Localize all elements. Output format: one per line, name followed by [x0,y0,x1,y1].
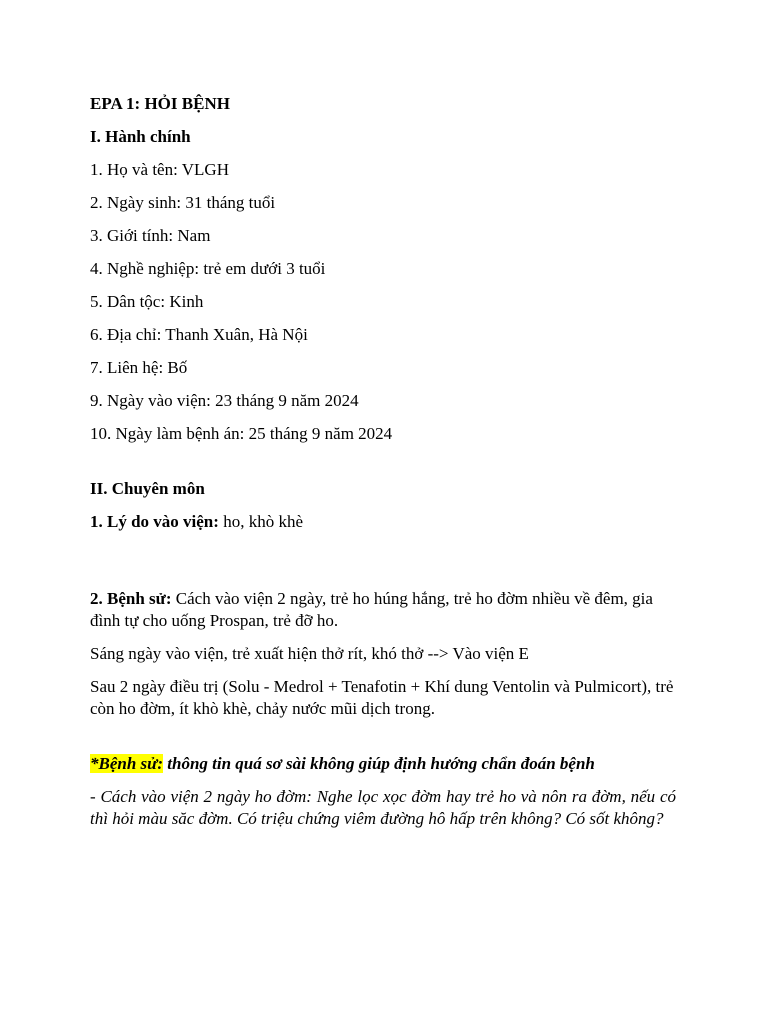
spacer [90,533,676,588]
admin-item: 9. Ngày vào viện: 23 tháng 9 năm 2024 [90,391,359,410]
reason-label: 1. Lý do vào viện: [90,512,219,531]
admin-item: 7. Liên hệ: Bố [90,358,188,377]
history-label: 2. Bệnh sử: [90,589,172,608]
comment-heading [90,753,676,775]
section-heading-clinical: II. Chuyên môn [90,479,205,498]
reason-value: ho, khò khè [218,512,303,531]
spacer [90,720,676,753]
admin-item: 2. Ngày sinh: 31 tháng tuổi [90,193,276,212]
history-paragraph-3: Sau 2 ngày điều trị (Solu - Medrol + Tenafotin + Khí dung Ventolin và Pulmicort), trẻ còn ho đờm, ít khò khè, chảy nước mũi dịch trong. [90,677,674,718]
history-paragraph [90,588,676,632]
admin-item: 3. Giới tính: Nam [90,226,211,245]
history-text: Cách vào viện 2 ngày, trẻ ho húng hắng, trẻ ho đờm nhiều về đêm, gia đình tự cho uống Prospan, trẻ đỡ ho. [90,589,653,630]
admin-item: 4. Nghề nghiệp: trẻ em dưới 3 tuổi [90,259,326,278]
admin-item: 1. Họ và tên: VLGH [90,160,229,179]
admin-item: 6. Địa chỉ: Thanh Xuân, Hà Nội [90,325,308,344]
admin-item: 10. Ngày làm bệnh án: 25 tháng 9 năm 2024 [90,424,393,443]
admin-item: 5. Dân tộc: Kinh [90,292,204,311]
comment-text: thông tin quá sơ sài không giúp định hướng chẩn đoán bệnh [163,754,595,773]
document-title: EPA 1: HỎI BỆNH [90,94,230,113]
document-page [90,93,676,830]
history-paragraph-2: Sáng ngày vào viện, trẻ xuất hiện thở rít, khó thở --> Vào viện E [90,644,529,663]
comment-detail: - Cách vào viện 2 ngày ho đờm: Nghe lọc xọc đờm hay trẻ ho và nôn ra đờm, nếu có thì hỏi màu săc đờm. Có triệu chứng viêm đường hô hấp trên không? Có sốt không? [90,787,676,828]
spacer [90,445,676,478]
section-heading-admin: I. Hành chính [90,127,191,146]
comment-label-highlight: *Bệnh sử: [90,754,164,773]
reason-for-admission [90,511,676,533]
